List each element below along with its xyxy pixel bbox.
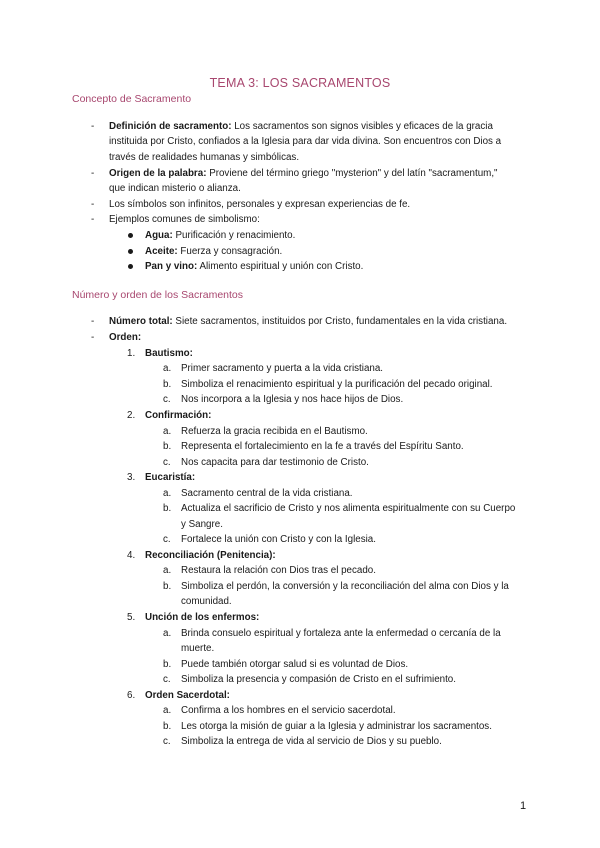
sacrament-name [145,346,193,362]
item-line: Primer sacramento y puerta a la vida cristiana. [181,363,384,374]
item-letter: b. [163,379,172,390]
definition-line-3: través de realidades humanas y simbólicas. [109,152,300,163]
item-line: Refuerza la gracia recibida en el Bautismo. [181,426,368,437]
item-line: Actualiza el sacrificio de Cristo y nos alimenta espiritualmente con su Cuerpo [181,503,516,514]
definition-label: Definición de sacramento: [109,121,232,132]
sacrament-name [145,470,195,486]
example-label: Pan y vino: [145,261,198,272]
origin-line-2: que indican misterio o alianza. [109,183,241,194]
item-line: Nos incorpora a la Iglesia y nos hace hijos de Dios. [181,394,404,405]
sacrament-name [145,688,230,704]
item-line: Brinda consuelo espiritual y fortaleza ante la enfermedad o cercanía de la [181,628,501,639]
sacrament-number: 5. [127,612,136,623]
total-text: Siete sacramentos, instituidos por Cristo, fundamentales en la vida cristiana. [175,316,508,327]
item-letter: b. [163,503,172,514]
item-letter: c. [163,674,171,685]
dash-bullet: - [91,199,95,210]
sacrament-name-text: Reconciliación (Penitencia): [145,550,276,561]
item-line: Nos capacita para dar testimonio de Cristo. [181,457,369,468]
examples-line: Ejemplos comunes de simbolismo: [109,214,260,225]
order-label-text: Orden: [109,332,142,343]
bullet-dot [128,233,133,238]
bullet-dot [128,264,133,269]
example-label: Aceite: [145,246,178,257]
example-text: Alimento espiritual y unión con Cristo. [199,261,364,272]
sacrament-name-text: Orden Sacerdotal: [145,690,230,701]
origin-line-1 [109,166,498,182]
page-number: 1 [520,800,527,812]
total-label: Número total: [109,316,173,327]
sacrament-name-text: Bautismo: [145,348,193,359]
item-line-continued: y Sangre. [181,519,223,530]
bullet-dot [128,249,133,254]
item-line: Sacramento central de la vida cristiana. [181,488,353,499]
item-letter: c. [163,736,171,747]
page-title: TEMA 3: LOS SACRAMENTOS [209,76,391,90]
item-letter: c. [163,394,171,405]
section-heading-concepto: Concepto de Sacramento [72,93,192,105]
item-letter: a. [163,628,172,639]
sacrament-name-text: Eucaristía: [145,472,196,483]
item-line: Simboliza el renacimiento espiritual y la purificación del pecado original. [181,379,493,390]
item-letter: a. [163,426,172,437]
item-letter: a. [163,363,172,374]
item-line: Representa el fortalecimiento en la fe a través del Espíritu Santo. [181,441,464,452]
definition-line-2: instituida por Cristo, confiados a la Iglesia para dar vida divina. Son encuentros con Dios a [109,136,502,147]
item-letter: c. [163,534,171,545]
example-item [145,228,295,244]
total-line [109,314,507,330]
origin-text-1: Proviene del término griego "mysterion" y del latín "sacramentum," [209,168,498,179]
example-text: Fuerza y consagración. [180,246,283,257]
sacrament-name [145,548,276,564]
sacrament-number: 2. [127,410,136,421]
sacrament-name [145,610,259,626]
sacrament-name [145,408,211,424]
sacrament-name-text: Confirmación: [145,410,212,421]
item-line: Simboliza el perdón, la conversión y la reconciliación del alma con Dios y la [181,581,509,592]
section-heading-numero: Número y orden de los Sacramentos [72,289,243,301]
definition-line-1 [109,119,493,135]
sacrament-number: 6. [127,690,136,701]
item-letter: a. [163,488,172,499]
item-line: Restaura la relación con Dios tras el pecado. [181,565,376,576]
item-letter: b. [163,581,172,592]
item-letter: a. [163,705,172,716]
dash-bullet: - [91,332,95,343]
item-line: Fortalece la unión con Cristo y con la Iglesia. [181,534,376,545]
sacrament-name-text: Unción de los enfermos: [145,612,260,623]
dash-bullet: - [91,121,95,132]
item-letter: a. [163,565,172,576]
item-letter: b. [163,659,172,670]
order-label [109,330,141,346]
item-line: Simboliza la presencia y compasión de Cristo en el sufrimiento. [181,674,456,685]
definition-text-1: Los sacramentos son signos visibles y eficaces de la gracia [234,121,493,132]
item-line: Confirma a los hombres en el servicio sacerdotal. [181,705,396,716]
sacrament-number: 4. [127,550,136,561]
item-letter: b. [163,721,172,732]
example-label: Agua: [145,230,173,241]
item-letter: c. [163,457,171,468]
item-letter: b. [163,441,172,452]
origin-label: Origen de la palabra: [109,168,207,179]
item-line: Les otorga la misión de guiar a la Iglesia y administrar los sacramentos. [181,721,492,732]
dash-bullet: - [91,214,95,225]
item-line: Puede también otorgar salud si es voluntad de Dios. [181,659,409,670]
item-line: Simboliza la entrega de vida al servicio de Dios y su pueblo. [181,736,442,747]
item-line-continued: muerte. [181,643,215,654]
example-text: Purificación y renacimiento. [175,230,296,241]
symbols-line: Los símbolos son infinitos, personales y expresan experiencias de fe. [109,199,411,210]
sacrament-number: 3. [127,472,136,483]
dash-bullet: - [91,316,95,327]
dash-bullet: - [91,168,95,179]
item-line-continued: comunidad. [181,596,232,607]
sacrament-number: 1. [127,348,136,359]
example-item [145,259,363,275]
example-item [145,244,282,260]
